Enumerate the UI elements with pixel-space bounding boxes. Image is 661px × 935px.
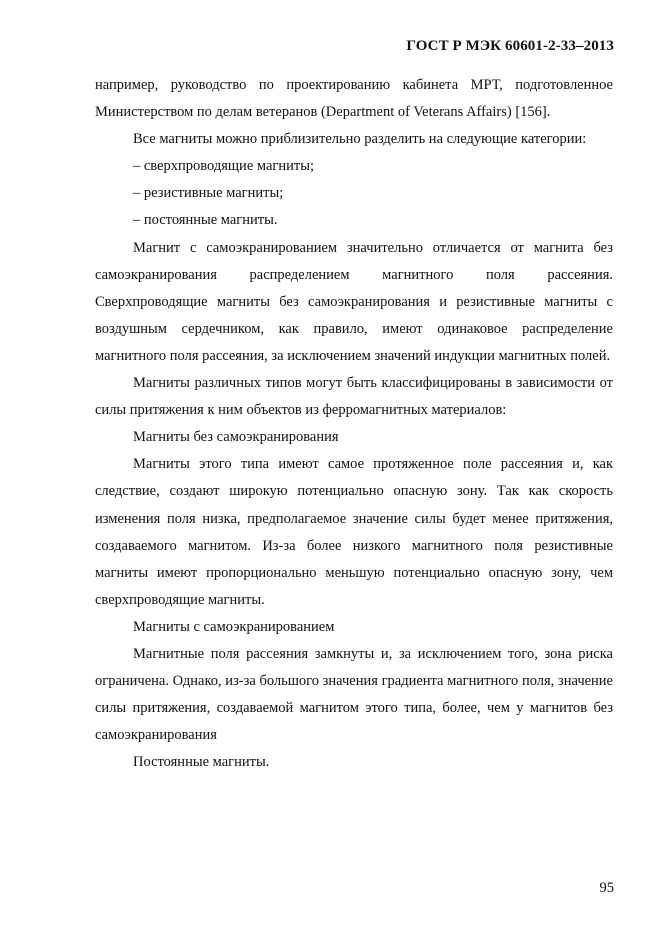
list-item-permanent: – постоянные магниты. [133,212,278,229]
list-item-superconducting: – сверхпроводящие магниты; [133,158,314,175]
subheading-permanent: Постоянные магниты. [133,754,270,771]
subheading-unshielded: Магниты без самоэкранирования [133,429,339,446]
subheading-self-shielded: Магниты с самоэкранированием [133,618,335,635]
document-header-title: ГОСТ Р МЭК 60601-2-33–2013 [406,38,614,54]
paragraph-self-shielded: Магнитные поля рассеяния замкнуты и, за исключением того, зона риска ограничена. Однако, из-за большого значения градиента магнитного поля, значение силы притяжения, создаваемой магнитом этого типа, более, чем у магнитов без самоэкранирования [95,645,613,744]
paragraph-self-shielded-difference: Магнит с самоэкранированием значительно отличается от магнита без самоэкранирования распределением магнитного поля рассеяния. Сверхпроводящие магниты без самоэкранирования и резистивные магниты с воздушным сердечником, как правило, имеют одинаковое распределение магнитного поля рассеяния, за исключением значений индукции магнитных полей. [95,239,613,364]
paragraph-magnet-categories: Все магниты можно приблизительно разделить на следующие категории: [133,131,587,148]
paragraph-continuation: например, руководство по проектированию кабинета МРТ, подготовленное Министерством по делам ветеранов (Department of Veterans Affairs) [156]. [95,77,613,121]
list-item-resistive: – резистивные магниты; [133,185,284,202]
paragraph-unshielded: Магниты этого типа имеют самое протяженное поле рассеяния и, как следствие, создают широкую потенциально опасную зону. Так как скорость изменения поля низка, предполагаемое значение силы будет менее притяжения, создаваемого магнитом. Из-за более низкого магнитного поля резистивные магниты имеют пропорционально меньшую потенциально опасную зону, чем сверхпроводящие магниты. [95,456,613,608]
paragraph-classification: Магниты различных типов могут быть классифицированы в зависимости от силы притяжения к ним объектов из ферромагнитных материалов: [95,375,613,419]
page-number: 95 [599,880,614,896]
document-body [95,72,613,776]
